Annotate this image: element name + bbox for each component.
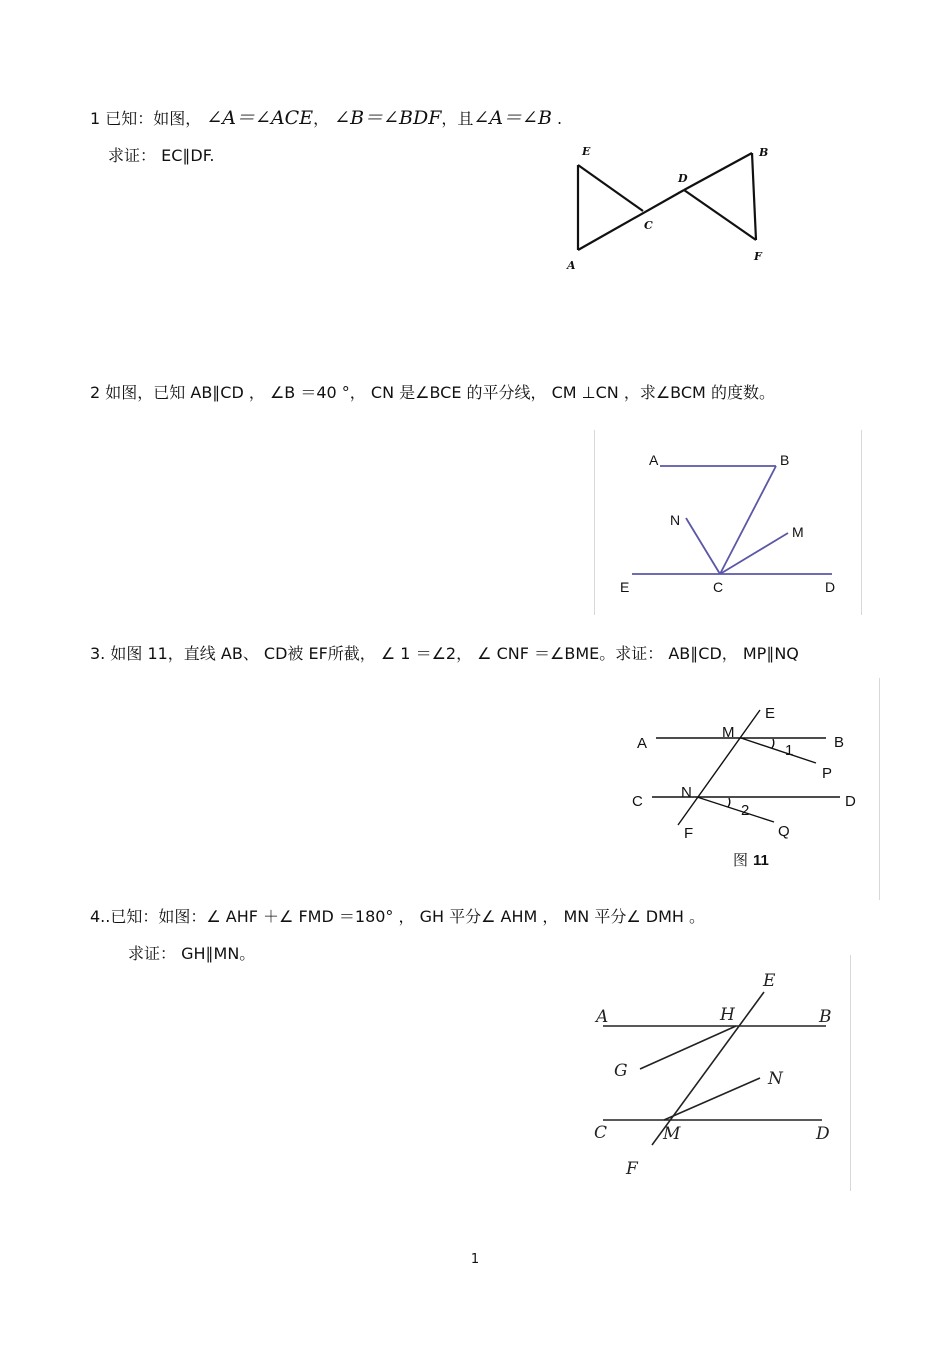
label-m: M xyxy=(792,524,804,540)
separator: ，且 xyxy=(441,109,474,128)
label-a: A xyxy=(637,735,648,752)
label-c: C xyxy=(632,793,643,810)
label-e: E xyxy=(582,145,591,158)
problem-4-prove: 求证： GH∥MN。 xyxy=(128,944,256,963)
problem-text: 已知：如图， xyxy=(105,109,202,128)
label-b: B xyxy=(834,734,845,751)
page-number: 1 xyxy=(470,1252,480,1267)
label-f: F xyxy=(626,1159,638,1179)
label-b: B xyxy=(819,1007,832,1027)
separator: ， xyxy=(313,109,330,128)
label-e: E xyxy=(620,579,630,595)
label-d: D xyxy=(845,793,856,810)
label-angle-1: 1 xyxy=(785,742,794,759)
label-e: E xyxy=(765,705,776,722)
problem-number: 1 xyxy=(90,109,101,128)
label-c: C xyxy=(644,219,653,232)
label-f: F xyxy=(754,250,762,263)
label-d: D xyxy=(678,172,688,185)
label-a: A xyxy=(596,1007,609,1027)
condition-angle-a-ace: ∠A＝∠ACE xyxy=(206,107,314,129)
problem-number: 3. xyxy=(90,644,106,663)
label-d: D xyxy=(816,1124,830,1144)
condition-angle-a-b: ∠A＝∠B xyxy=(473,107,552,129)
period: . xyxy=(557,109,563,128)
label-b: B xyxy=(780,452,790,468)
problem-text: .已知：如图：∠ AHF ＋∠ FMD ＝180° ， GH 平分∠ AHM ， MN 平分∠ DMH 。 xyxy=(105,907,706,926)
label-f: F xyxy=(684,825,694,842)
problem-text: 如图 11，直线 AB、 CD被 EF所截， ∠ 1 ＝∠2， ∠ CNF ＝∠BME。求证： AB∥CD， MP∥NQ xyxy=(110,644,799,663)
label-a: A xyxy=(649,452,659,468)
figure-caption-prefix: 图 xyxy=(733,852,749,869)
problem-1-prove: 求证： EC∥DF. xyxy=(108,146,215,165)
label-angle-2: 2 xyxy=(741,802,750,819)
problem-number: 2 xyxy=(90,383,101,402)
problem-text: 如图，已知 AB∥CD ， ∠B ＝40 °， CN 是∠BCE 的平分线， CM ⊥CN ，求∠BCM 的度数。 xyxy=(105,383,775,402)
label-e: E xyxy=(763,971,776,991)
label-c: C xyxy=(713,579,724,595)
label-q: Q xyxy=(778,823,790,840)
label-m: M xyxy=(663,1124,681,1144)
label-g: G xyxy=(614,1061,628,1081)
label-c: C xyxy=(594,1123,608,1143)
label-p: P xyxy=(822,765,833,782)
label-n: N xyxy=(670,512,681,528)
condition-angle-b-bdf: ∠B＝∠BDF xyxy=(334,107,442,129)
figure-caption-number: 11 xyxy=(753,852,769,869)
label-n: N xyxy=(681,784,692,801)
label-a: A xyxy=(567,259,576,272)
label-n: N xyxy=(768,1069,783,1089)
label-d: D xyxy=(825,579,836,595)
problem-number: 4. xyxy=(90,907,106,926)
label-h: H xyxy=(720,1005,735,1025)
label-b: B xyxy=(759,146,769,159)
label-m: M xyxy=(722,724,735,741)
